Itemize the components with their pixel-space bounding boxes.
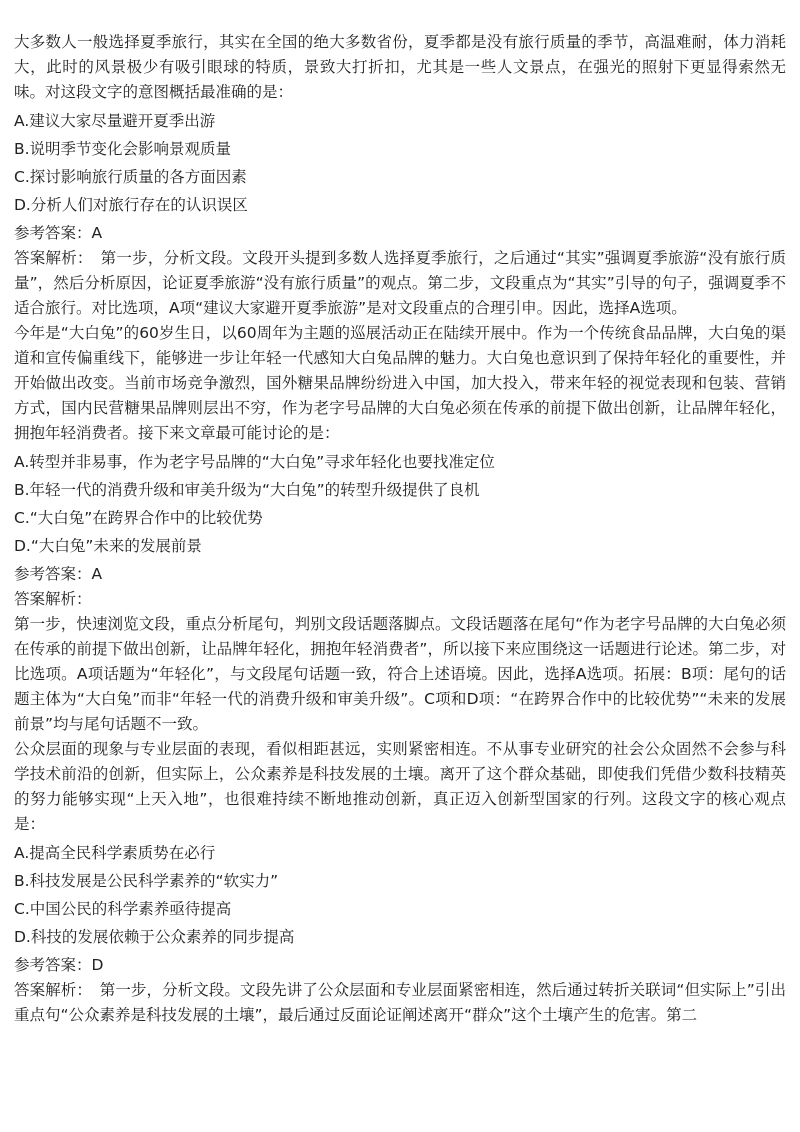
option-c: C.探讨影响旅行质量的各方面因素 — [14, 168, 247, 186]
option-b: B.科技发展是公民科学素养的“软实力” — [14, 872, 279, 890]
answer-analysis: 第一步，快速浏览文段，重点分析尾句，判别文段话题落脚点。文段话题落在尾句“作为老字号品牌的大白兔必须在传承的前提下做出创新，让品牌年轻化，拥抱年轻消费者”，所以接下来应围绕这一话题进行论述。第二步，对比选项。A项话题为“年轻化”，与文段尾句话题一致，符合上述语境。因此，选择A选项。拓展：B项：尾句的话题主体为“大白兔”而非“年轻一代的消费升级和审美升级”。C项和D项：“在跨界合作中的比较优势”“未来的发展前景”均与尾句话题不一致。 — [14, 615, 786, 733]
answer-analysis-label: 答案解析： — [14, 590, 92, 608]
option-a: A.建议大家尽量避开夏季出游 — [14, 112, 216, 130]
reference-answer: 参考答案：A — [14, 565, 103, 583]
option-d: D.科技的发展依赖于公众素养的同步提高 — [14, 928, 295, 946]
question-2 — [14, 321, 786, 737]
option-b: B.年轻一代的消费升级和审美升级为“大白兔”的转型升级提供了良机 — [14, 481, 480, 499]
option-a: A.提高全民科学素质势在必行 — [14, 844, 216, 862]
answer-analysis: 答案解析： 第一步，分析文段。文段开头提到多数人选择夏季旅行，之后通过“其实”强调夏季旅游“没有旅行质量”，然后分析原因，论证夏季旅游“没有旅行质量”的观点。第二步，文段重点为“其实”引导的句子，强调夏季不适合旅行。对比选项，A项“建议大家避开夏季旅游”是对文段重点的合理引申。因此，选择A选项。 — [14, 249, 786, 317]
option-c: C.“大白兔”在跨界合作中的比较优势 — [14, 509, 263, 527]
option-a: A.转型并非易事，作为老字号品牌的“大白兔”寻求年轻化也要找准定位 — [14, 453, 495, 471]
question-3 — [14, 737, 786, 1028]
question-1 — [14, 30, 786, 321]
question-stem: 大多数人一般选择夏季旅行，其实在全国的绝大多数省份，夏季都是没有旅行质量的季节，高温难耐，体力消耗大，此时的风景极少有吸引眼球的特质，景致大打折扣，尤其是一些人文景点，在强光的照射下更显得索然无味。对这段文字的意图概括最准确的是： — [14, 33, 786, 101]
question-stem: 今年是“大白兔”的60岁生日，以60周年为主题的巡展活动正在陆续开展中。作为一个传统食品品牌，大白兔的渠道和宣传偏重线下，能够进一步让年轻一代感知大白兔品牌的魅力。大白兔也意识到了保持年轻化的重要性，并开始做出改变。当前市场竞争激烈，国外糖果品牌纷纷进入中国，加大投入，带来年轻的视觉表现和包装、营销方式，国内民营糖果品牌则层出不穷，作为老字号品牌的大白兔必须在传承的前提下做出创新，让品牌年轻化，拥抱年轻消费者。接下来文章最可能讨论的是： — [14, 324, 786, 442]
option-d: D.分析人们对旅行存在的认识误区 — [14, 196, 248, 214]
answer-analysis: 答案解析： 第一步，分析文段。文段先讲了公众层面和专业层面紧密相连，然后通过转折关联词“但实际上”引出重点句“公众素养是科技发展的土壤”，最后通过反面论证阐述离开“群众”这个土壤产生的危害。第二 — [14, 981, 786, 1024]
reference-answer: 参考答案：A — [14, 224, 103, 242]
reference-answer: 参考答案：D — [14, 956, 104, 974]
question-stem: 公众层面的现象与专业层面的表现，看似相距甚远，实则紧密相连。不从事专业研究的社会公众固然不会参与科学技术前沿的创新，但实际上，公众素养是科技发展的土壤。离开了这个群众基础，即使我们凭借少数科技精英的努力能够实现“上天入地”，也很难持续不断地推动创新，真正迈入创新型国家的行列。这段文字的核心观点是： — [14, 740, 786, 833]
option-c: C.中国公民的科学素养亟待提高 — [14, 900, 232, 918]
option-d: D.“大白兔”未来的发展前景 — [14, 537, 202, 555]
option-b: B.说明季节变化会影响景观质量 — [14, 140, 232, 158]
